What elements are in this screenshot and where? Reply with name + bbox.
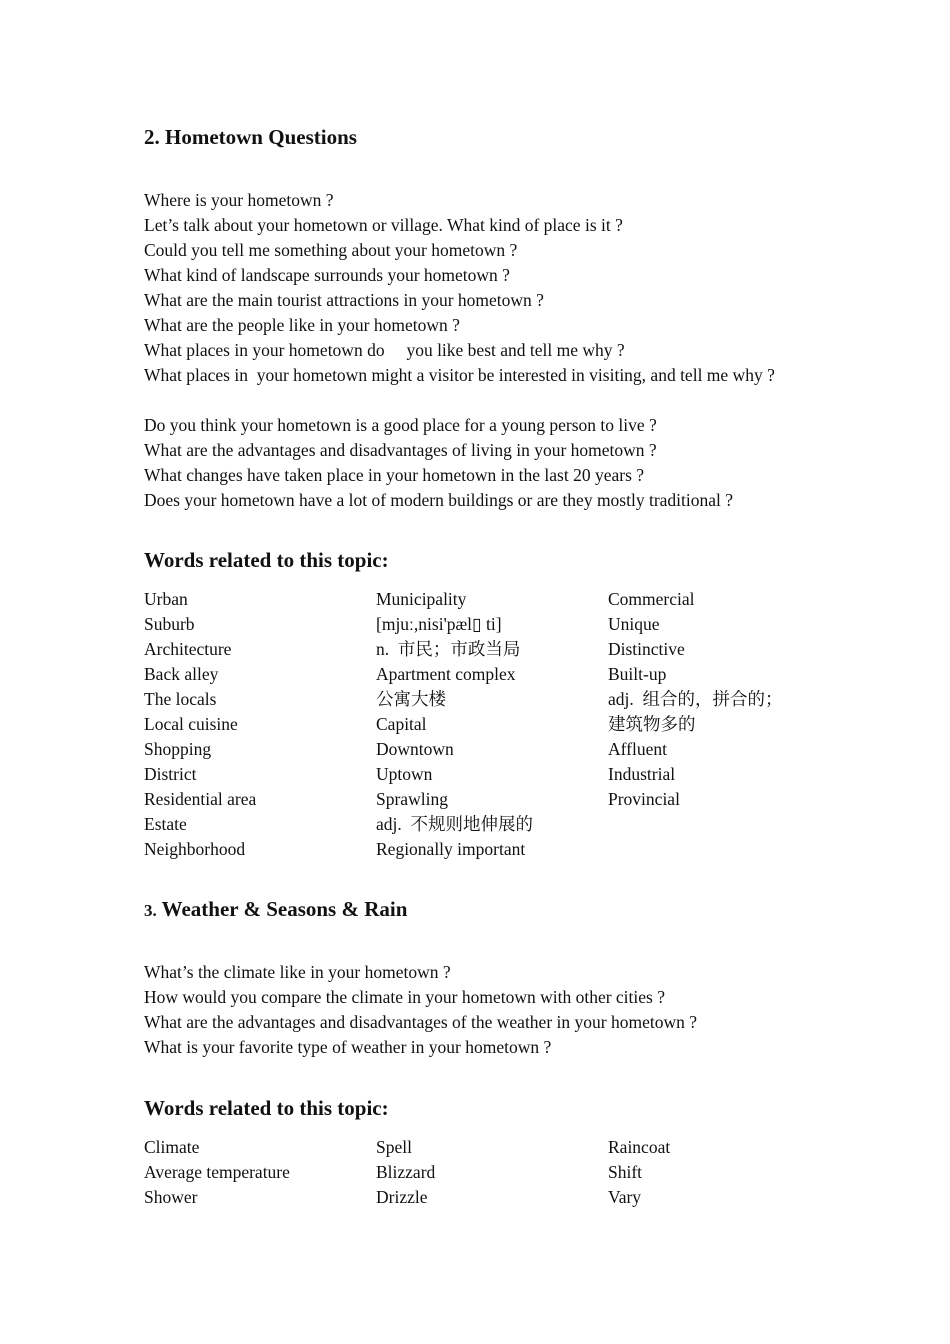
word-item: Commercial (608, 589, 695, 609)
word-item: adj. 组合的，拼合的； (608, 689, 783, 709)
word-item: 公寓大楼 (376, 689, 446, 709)
word-item: adj. 不规则地伸展的 (376, 814, 534, 834)
word-item: [mjuː,nisi'pæl▯ ti] (376, 614, 502, 634)
word-column-3 (608, 1135, 838, 1210)
word-item: Suburb (144, 614, 195, 634)
word-item: Apartment complex (376, 664, 516, 684)
question-item: What places in your hometown do you like best and tell me why ? (144, 340, 625, 360)
question-item: How would you compare the climate in your hometown with other cities ? (144, 987, 665, 1007)
word-item: Affluent (608, 739, 667, 759)
word-item: Shift (608, 1162, 643, 1182)
word-item: Architecture (144, 639, 232, 659)
section-title: Weather & Seasons & Rain (156, 897, 408, 921)
question-item: What’s the climate like in your hometown ? (144, 962, 451, 982)
word-item: The locals (144, 689, 217, 709)
word-item: Vary (608, 1187, 642, 1207)
question-item: Could you tell me something about your hometown ? (144, 240, 518, 260)
section-number: 3. (144, 901, 157, 920)
word-item: Climate (144, 1137, 200, 1157)
word-item: Distinctive (608, 639, 685, 659)
word-item: Industrial (608, 764, 676, 784)
section-heading-hometown: 2. Hometown Questions (144, 125, 357, 149)
weather-question-list (144, 960, 824, 1060)
word-item: Shopping (144, 739, 212, 759)
word-column-1 (144, 587, 374, 862)
question-item: Let’s talk about your hometown or village. What kind of place is it ? (144, 215, 623, 235)
question-item: Where is your hometown ? (144, 190, 334, 210)
word-item: Average temperature (144, 1162, 290, 1182)
word-item: Blizzard (376, 1162, 436, 1182)
word-item: Estate (144, 814, 187, 834)
question-item: What are the advantages and disadvantages of living in your hometown ? (144, 440, 657, 460)
word-item: 建筑物多的 (608, 714, 696, 734)
question-item: What are the people like in your hometown ? (144, 315, 460, 335)
question-item: What changes have taken place in your hometown in the last 20 years ? (144, 465, 645, 485)
question-item: Do you think your hometown is a good place for a young person to live ? (144, 415, 657, 435)
question-item: What are the main tourist attractions in your hometown ? (144, 290, 544, 310)
words-heading-weather: Words related to this topic: (144, 1096, 389, 1120)
word-column-2 (376, 587, 606, 862)
word-item: Drizzle (376, 1187, 428, 1207)
word-item: Capital (376, 714, 427, 734)
word-item: Provincial (608, 789, 680, 809)
word-item: Unique (608, 614, 660, 634)
word-item: Sprawling (376, 789, 448, 809)
word-item: Downtown (376, 739, 454, 759)
word-item: Uptown (376, 764, 433, 784)
word-item: Regionally important (376, 839, 526, 859)
words-heading-hometown: Words related to this topic: (144, 548, 389, 572)
word-item: Neighborhood (144, 839, 246, 859)
word-item: Municipality (376, 589, 467, 609)
word-column-3 (608, 587, 838, 812)
word-item: Shower (144, 1187, 198, 1207)
question-item: What is your favorite type of weather in your hometown ? (144, 1037, 552, 1057)
word-column-1 (144, 1135, 374, 1210)
word-item: Residential area (144, 789, 257, 809)
question-item: What places in your hometown might a visitor be interested in visiting, and tell me why ? (144, 365, 775, 385)
word-column-2 (376, 1135, 606, 1210)
question-item: What are the advantages and disadvantages of the weather in your hometown ? (144, 1012, 697, 1032)
question-item: Does your hometown have a lot of modern buildings or are they mostly traditional ? (144, 490, 734, 510)
word-item: Spell (376, 1137, 412, 1157)
word-item: Built-up (608, 664, 667, 684)
word-item: Raincoat (608, 1137, 671, 1157)
question-item: What kind of landscape surrounds your hometown ? (144, 265, 510, 285)
word-item: Back alley (144, 664, 219, 684)
hometown-question-list (144, 188, 824, 513)
word-item: n. 市民；市政当局 (376, 639, 521, 659)
word-item: Urban (144, 589, 188, 609)
word-item: District (144, 764, 197, 784)
word-item: Local cuisine (144, 714, 238, 734)
section-heading-weather (144, 899, 407, 920)
